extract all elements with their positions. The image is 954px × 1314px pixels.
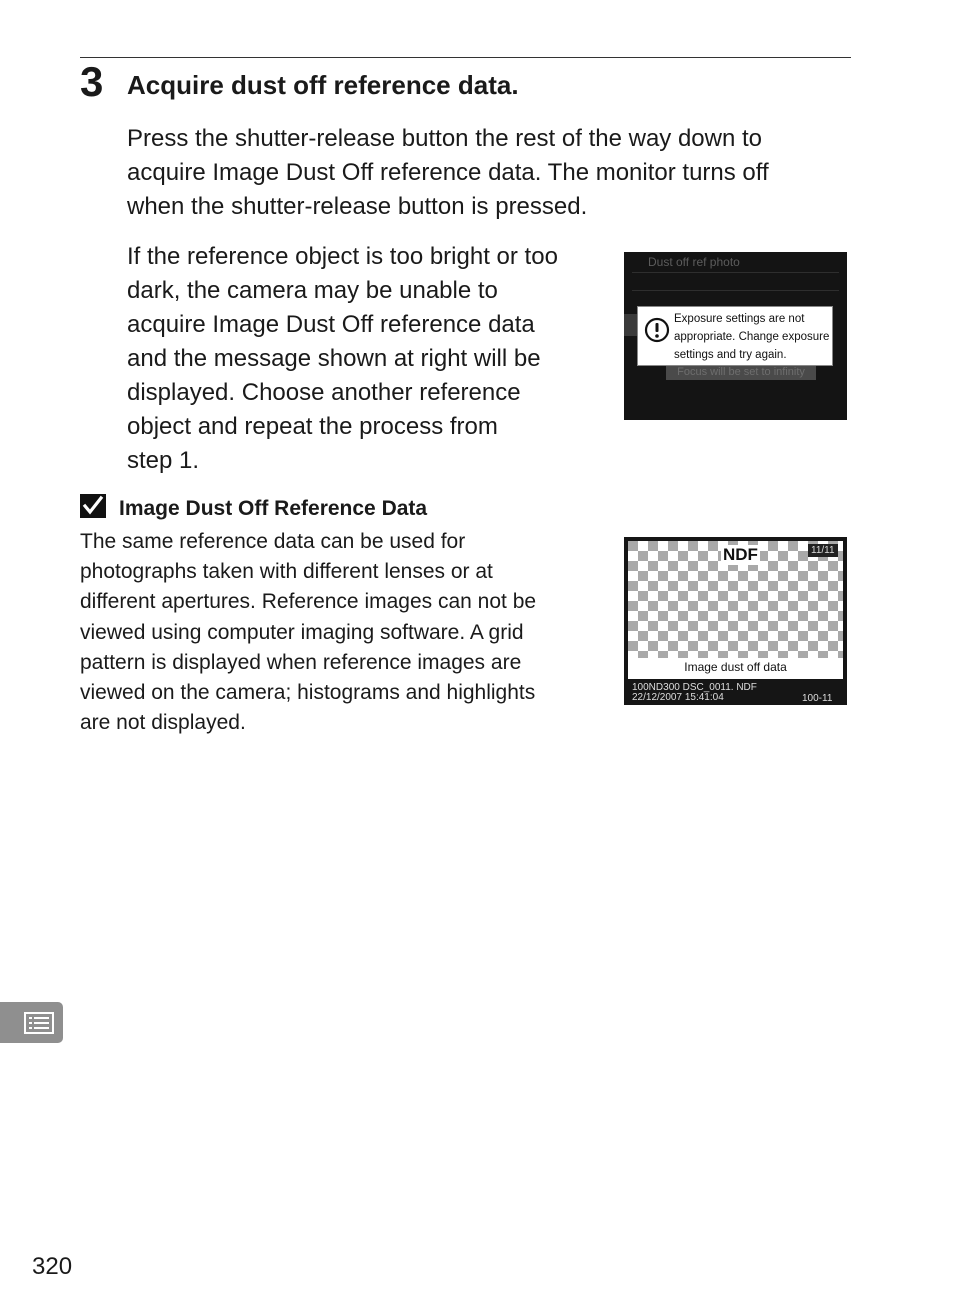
checker-cell <box>828 641 838 651</box>
checker-cell <box>778 631 788 641</box>
checker-cell <box>678 551 688 561</box>
checker-cell <box>648 541 658 551</box>
paragraph-line: displayed. Choose another reference <box>127 379 521 406</box>
checker-cell <box>688 561 698 571</box>
checker-cell <box>718 571 728 581</box>
checker-cell <box>768 601 778 611</box>
checker-cell <box>748 641 758 651</box>
checker-cell <box>668 601 678 611</box>
checker-cell <box>788 561 798 571</box>
checker-cell <box>668 581 678 591</box>
checker-cell <box>748 621 758 631</box>
error-message <box>674 310 829 364</box>
checker-cell <box>838 611 843 621</box>
checker-cell <box>718 631 728 641</box>
checker-cell <box>708 621 718 631</box>
checker-cell <box>638 591 648 601</box>
checker-cell <box>678 591 688 601</box>
checker-cell <box>638 611 648 621</box>
checker-cell <box>798 631 808 641</box>
file-info-line: 100ND300 DSC_0011. NDF <box>632 682 757 693</box>
checker-cell <box>758 591 768 601</box>
checker-cell <box>648 561 658 571</box>
checker-cell <box>808 581 818 591</box>
paragraph-line: and the message shown at right will be <box>127 345 541 372</box>
checker-cell <box>828 621 838 631</box>
note-line: photographs taken with different lenses or at <box>80 560 493 584</box>
checker-cell <box>708 561 718 571</box>
checker-cell <box>708 581 718 591</box>
checker-cell <box>728 641 738 651</box>
checker-cell <box>688 601 698 611</box>
note-line: The same reference data can be used for <box>80 530 466 553</box>
screen-divider <box>632 290 839 291</box>
checker-cell <box>788 621 798 631</box>
checker-cell <box>758 631 768 641</box>
error-dialog <box>637 306 833 366</box>
checker-cell <box>838 631 843 641</box>
checker-cell <box>768 641 778 651</box>
note-line: viewed using computer imaging software. A grid <box>80 620 524 644</box>
checker-cell <box>768 541 778 551</box>
checker-cell <box>738 611 748 621</box>
ndf-label: NDF <box>723 545 758 564</box>
paragraph-line: dark, the camera may be unable to <box>127 277 498 304</box>
checker-cell <box>768 581 778 591</box>
checker-cell <box>728 581 738 591</box>
note-line: pattern is displayed when reference images are <box>80 650 522 674</box>
checker-cell <box>828 561 838 571</box>
checker-cell <box>628 581 638 591</box>
checker-cell <box>818 611 828 621</box>
checker-cell <box>628 541 638 551</box>
grid-caption: Image dust off data <box>628 658 843 677</box>
checker-cell <box>818 591 828 601</box>
checker-cell <box>788 601 798 611</box>
checker-cell <box>728 601 738 611</box>
checker-cell <box>688 621 698 631</box>
ghost-message: Focus will be set to infinity <box>666 365 816 380</box>
checker-cell <box>778 571 788 581</box>
check-mark-icon <box>80 494 106 518</box>
checker-cell <box>768 561 778 571</box>
checker-cell <box>658 611 668 621</box>
checker-cell <box>818 631 828 641</box>
checker-cell <box>708 541 718 551</box>
checker-cell <box>628 601 638 611</box>
checker-cell <box>788 581 798 591</box>
checker-cell <box>748 601 758 611</box>
checker-cell <box>668 541 678 551</box>
note-title: Image Dust Off Reference Data <box>119 497 428 520</box>
checker-cell <box>658 571 668 581</box>
checker-cell <box>728 621 738 631</box>
checker-cell <box>628 641 638 651</box>
step-title: Acquire dust off reference data. <box>127 70 519 100</box>
checker-cell <box>648 601 658 611</box>
checker-cell <box>648 581 658 591</box>
ghost-icon <box>624 314 638 336</box>
file-info <box>632 683 757 703</box>
checker-cell <box>638 631 648 641</box>
checker-cell <box>768 621 778 631</box>
checker-cell <box>828 601 838 611</box>
note-line: viewed on the camera; histograms and highlights <box>80 681 536 705</box>
note-line: different apertures. Reference images can not be <box>80 590 537 614</box>
checker-cell <box>778 611 788 621</box>
checker-cell <box>648 621 658 631</box>
checker-cell <box>638 551 648 561</box>
checker-cell <box>838 591 843 601</box>
checker-cell <box>798 611 808 621</box>
checker-cell <box>808 601 818 611</box>
checker-cell <box>778 591 788 601</box>
image-counter: 11/11 <box>808 544 838 557</box>
checker-cell <box>678 631 688 641</box>
checker-cell <box>628 561 638 571</box>
paragraph-line: acquire Image Dust Off reference data <box>127 311 535 338</box>
alert-icon <box>644 317 670 348</box>
checker-cell <box>688 641 698 651</box>
paragraph-line: Press the shutter-release button the rest of the way down to <box>127 125 763 152</box>
checker-cell <box>638 571 648 581</box>
checker-cell <box>808 621 818 631</box>
checker-cell <box>668 621 678 631</box>
top-rule <box>80 57 851 58</box>
camera-screen-error <box>624 252 847 420</box>
checker-cell <box>698 551 708 561</box>
screen-divider <box>632 272 839 273</box>
paragraph-line: object and repeat the process from <box>127 413 498 440</box>
checker-cell <box>658 591 668 601</box>
checker-cell <box>798 551 808 561</box>
page-number: 320 <box>32 1253 73 1280</box>
paragraph-line: acquire Image Dust Off reference data. The monitor turns off <box>127 159 769 186</box>
note-line: are not displayed. <box>80 711 246 735</box>
checker-cell <box>738 591 748 601</box>
checker-cell <box>798 591 808 601</box>
step-paragraph-2 <box>127 240 607 478</box>
checker-cell <box>698 591 708 601</box>
checker-cell <box>698 611 708 621</box>
menu-guide-tab[interactable] <box>0 1002 63 1043</box>
checker-cell <box>838 571 843 581</box>
checker-cell <box>738 631 748 641</box>
paragraph-line: when the shutter-release button is pressed. <box>127 193 588 220</box>
checker-cell <box>708 601 718 611</box>
checker-cell <box>678 571 688 581</box>
step-number: 3 <box>80 58 104 105</box>
checker-cell <box>738 571 748 581</box>
screen-title: Dust off ref photo <box>648 255 740 269</box>
checker-cell <box>668 561 678 571</box>
camera-screen-reference-image <box>624 537 847 705</box>
checker-cell <box>698 571 708 581</box>
checker-cell <box>788 541 798 551</box>
checker-cell <box>818 571 828 581</box>
grid-pattern <box>628 541 843 679</box>
checker-cell <box>748 581 758 591</box>
paragraph-line: If the reference object is too bright or too <box>127 243 558 270</box>
file-number: 100-11 <box>802 693 833 704</box>
checker-cell <box>658 631 668 641</box>
checker-cell <box>718 611 728 621</box>
checker-cell <box>778 551 788 561</box>
checker-cell <box>718 591 728 601</box>
checker-cell <box>758 571 768 581</box>
checker-cell <box>688 581 698 591</box>
paragraph-line: step 1. <box>127 447 200 474</box>
step-paragraph-1 <box>127 122 847 224</box>
checker-cell <box>658 551 668 561</box>
checker-cell <box>628 621 638 631</box>
file-info-line: 22/12/2007 15:41:04 <box>632 692 724 703</box>
checker-cell <box>688 541 698 551</box>
checker-cell <box>838 551 843 561</box>
checker-cell <box>668 641 678 651</box>
checker-cell <box>808 641 818 651</box>
checker-cell <box>788 641 798 651</box>
message-line: appropriate. Change exposure <box>674 331 830 343</box>
checker-cell <box>698 631 708 641</box>
message-line: Exposure settings are not <box>674 313 805 325</box>
checker-cell <box>808 561 818 571</box>
checker-cell <box>828 581 838 591</box>
menu-list-icon <box>24 1012 54 1034</box>
checker-cell <box>798 571 808 581</box>
checker-cell <box>708 641 718 651</box>
message-line: settings and try again. <box>674 349 787 361</box>
checker-cell <box>678 611 688 621</box>
checker-cell <box>648 641 658 651</box>
note-body <box>80 527 610 738</box>
checker-cell <box>758 611 768 621</box>
